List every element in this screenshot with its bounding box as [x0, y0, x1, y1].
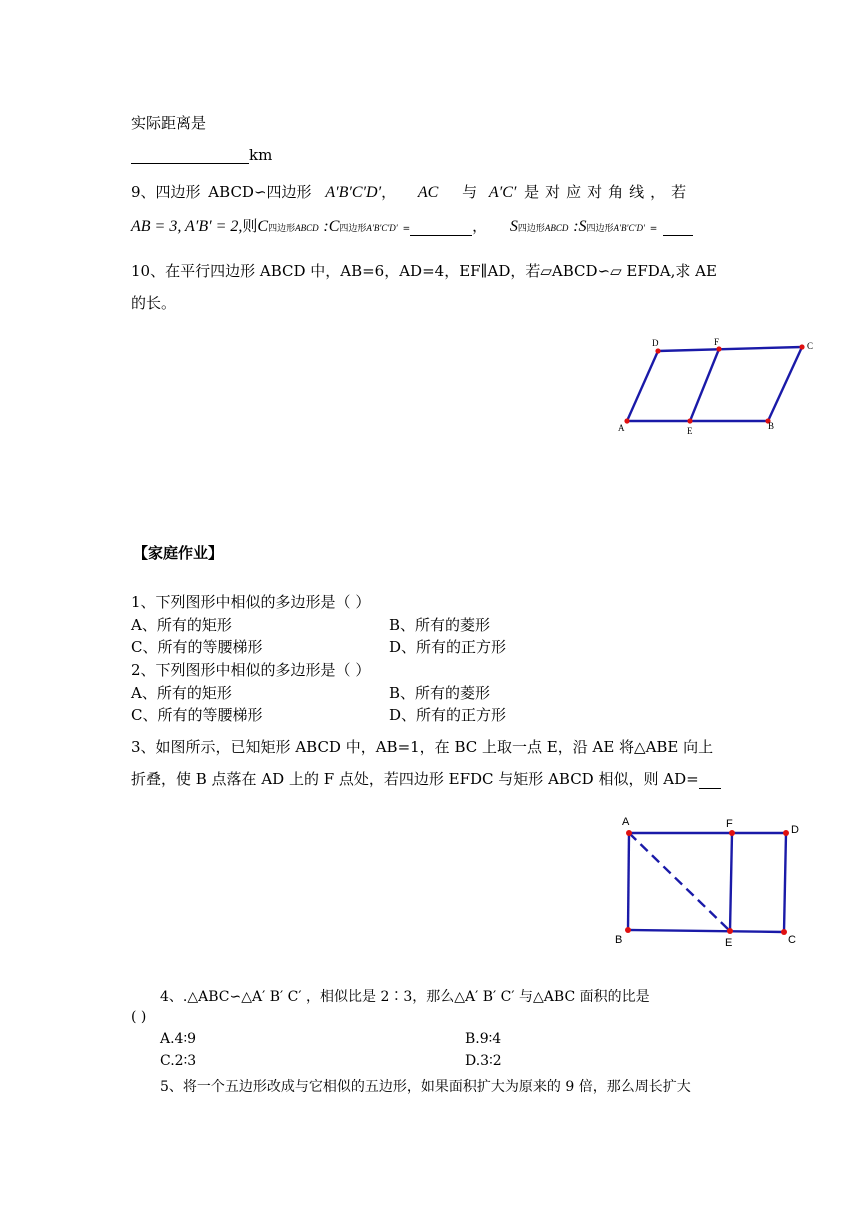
rectangle-fold-figure [612, 812, 812, 952]
edge-dc [784, 833, 786, 932]
hw-q2-option-b: B、所有的菱形 [389, 684, 491, 702]
answer-blank [410, 221, 472, 236]
label-c: C [807, 341, 814, 351]
label-c: C [788, 934, 796, 946]
label-a: A [622, 816, 630, 828]
hw-q2-option-c: C、所有的等腰梯形 [131, 706, 263, 724]
q9-line2: AB = 3, A′B′ = 2,则C四边形ABCD :C四边形A′B′C′D′ = ， S四边形ABCD :S四边形A′B′C′D′ = [131, 215, 693, 236]
hw-q1-stem: 1、下列图形中相似的多边形是（ ） [131, 593, 371, 611]
point-a [624, 418, 629, 423]
label-f: F [726, 818, 733, 830]
edge-ab [628, 833, 629, 930]
hw-q4-stem: 4、.△ABC∽△A′ B′ C′ ，相似比是 2∶3，那么△A′ B′ C′ 与△ABC 面积的比是 [160, 989, 650, 1005]
answer-blank [699, 774, 721, 789]
point-c [799, 344, 804, 349]
edge-dc [658, 347, 802, 351]
label-d: D [652, 338, 659, 348]
q9-line1: 9、四边形 ABCD∽四边形 A′B′C′D′， AC 与 A′C′ 是对应对角线，若 [131, 183, 693, 201]
label-d: D [791, 824, 799, 836]
point-f [729, 830, 735, 836]
edge-ef [690, 349, 719, 421]
point-d [783, 830, 789, 836]
hw-q4-option-a: A.4∶9 [160, 1031, 197, 1047]
fold-line-ae [629, 833, 730, 931]
hw-q1-option-d: D、所有的正方形 [389, 638, 507, 656]
homework-title: 【家庭作业】 [133, 544, 224, 562]
hw-q4-paren: ( ) [131, 1009, 147, 1025]
point-f [716, 346, 721, 351]
point-c [781, 929, 787, 935]
label-e: E [687, 426, 693, 436]
q10-line2: 的长。 [131, 294, 177, 312]
edge-bc [628, 930, 784, 932]
edge-cb [768, 347, 802, 421]
parallelogram-figure [610, 335, 820, 440]
q10-line1: 10、在平行四边形 ABCD 中，AB=6，AD=4，EF∥AD，若▱ABCD∽▱ EFDA,求 AE [131, 262, 717, 280]
q8-answer-line: km [131, 146, 272, 164]
hw-q1-option-a: A、所有的矩形 [131, 616, 232, 634]
hw-q2-option-d: D、所有的正方形 [389, 706, 507, 724]
answer-blank [131, 149, 249, 164]
hw-q4-option-d: D.3∶2 [465, 1053, 502, 1069]
hw-q1-option-b: B、所有的菱形 [389, 616, 491, 634]
hw-q4-option-b: B.9∶4 [465, 1031, 502, 1047]
point-a [626, 830, 632, 836]
hw-q5-stem: 5、将一个五边形改成与它相似的五边形，如果面积扩大为原来的 9 倍，那么周长扩大 [160, 1079, 691, 1095]
hw-q4-option-c: C.2∶3 [160, 1053, 197, 1069]
point-e [727, 928, 733, 934]
label-a: A [618, 423, 625, 433]
label-b: B [768, 421, 775, 431]
point-d [655, 348, 660, 353]
label-f: F [714, 337, 720, 347]
hw-q2-option-a: A、所有的矩形 [131, 684, 232, 702]
hw-q2-stem: 2、下列图形中相似的多边形是（ ） [131, 661, 371, 679]
label-e: E [725, 937, 733, 949]
point-b [625, 927, 631, 933]
edge-ad [627, 351, 658, 421]
edge-fe [730, 833, 732, 931]
hw-q1-option-c: C、所有的等腰梯形 [131, 638, 263, 656]
hw-q3-line1: 3、如图所示，已知矩形 ABCD 中，AB=1，在 BC 上取一点 E，沿 AE 将△ABE 向上 [131, 738, 714, 756]
q8-line: 实际距离是 [131, 114, 207, 132]
point-e [687, 418, 692, 423]
hw-q3-line2: 折叠，使 B 点落在 AD 上的 F 点处，若四边形 EFDC 与矩形 ABCD 相似，则 AD= [131, 768, 721, 789]
answer-blank [663, 221, 693, 236]
label-b: B [615, 934, 623, 946]
